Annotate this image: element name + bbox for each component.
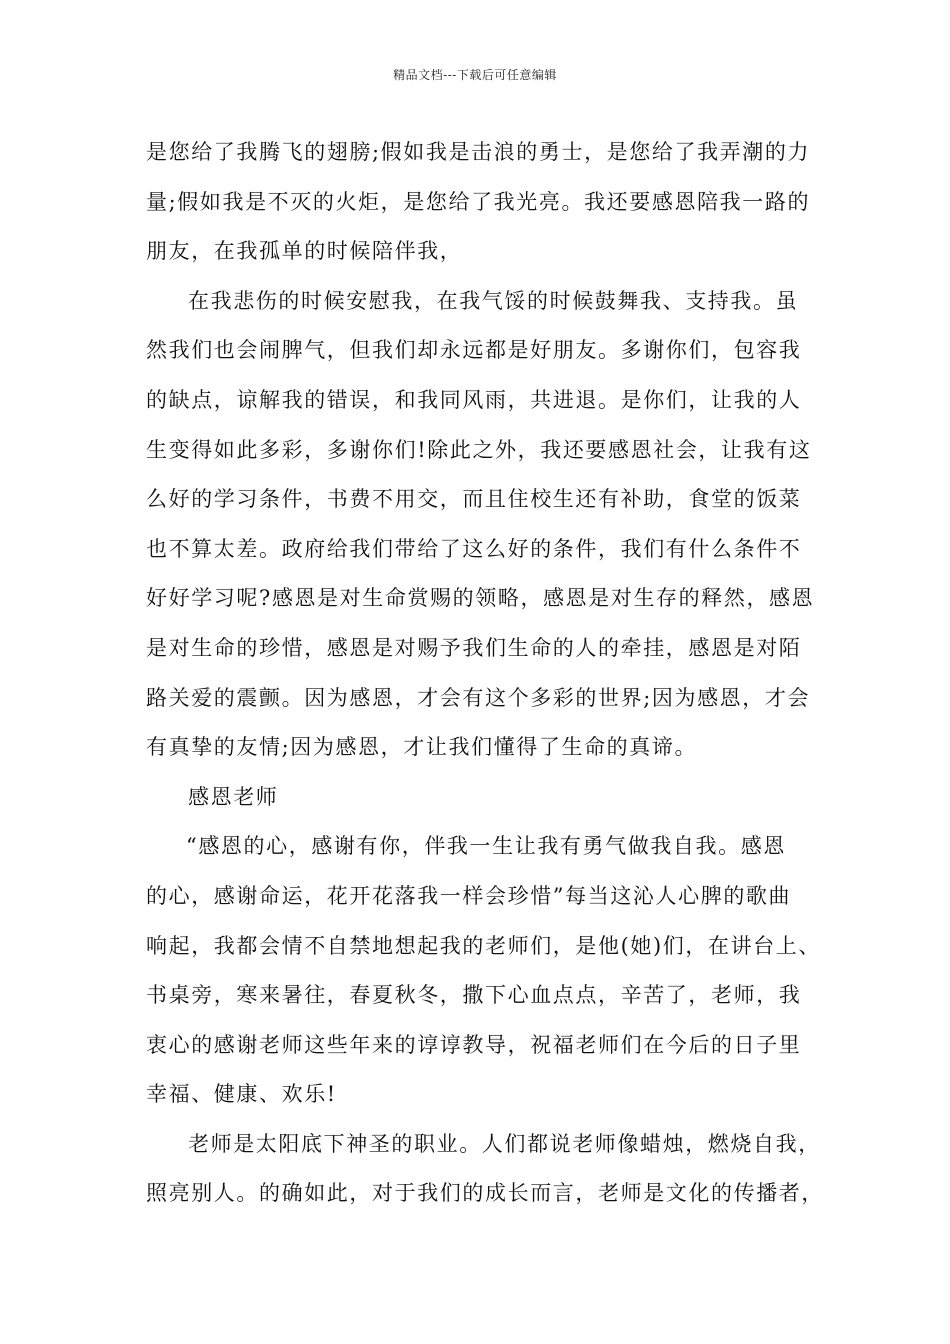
text-line: 的缺点，谅解我的错误，和我同风雨，共进退。是你们，让我的人	[146, 387, 802, 412]
document-body	[146, 128, 836, 1219]
text-line: 是您给了我腾飞的翅膀;假如我是击浪的勇士，是您给了我弄潮的力	[146, 140, 811, 164]
text-line: 有真挚的友情;因为感恩，才让我们懂得了生命的真谛。	[146, 735, 698, 760]
text-line: 量;假如我是不灭的火炬，是您给了我光亮。我还要感恩陪我一路的	[146, 189, 811, 214]
text-line: 响起，我都会情不自禁地想起我的老师们，是他(她)们，在讲台上、	[146, 933, 821, 958]
text-line: 照亮别人。的确如此，对于我们的成长而言，老师是文化的传播者，	[146, 1181, 824, 1206]
text-line: 好好学习呢?感恩是对生命赏赐的领略，感恩是对生存的释然，感恩	[146, 586, 815, 611]
text-line: 朋友，在我孤单的时候陪伴我，	[146, 239, 463, 264]
text-line: 幸福、健康、欢乐!	[146, 1082, 337, 1107]
paragraph-start-line: 老师是太阳底下神圣的职业。人们都说老师像蜡烛，燃烧自我，	[188, 1131, 821, 1156]
paragraph-start-line: 在我悲伤的时候安慰我，在我气馁的时候鼓舞我、支持我。虽	[188, 288, 799, 313]
text-line: 也不算太差。政府给我们带给了这么好的条件，我们有什么条件不	[146, 536, 802, 561]
text-line: 书桌旁，寒来暑往，春夏秋冬，撒下心血点点，辛苦了，老师，我	[146, 983, 802, 1008]
text-line: 衷心的感谢老师这些年来的谆谆教导，祝福老师们在今后的日子里	[146, 1032, 802, 1057]
text-line: 的心，感谢命运，花开花落我一样会珍惜”每当这沁人心脾的歌曲	[146, 883, 792, 908]
text-line: 是对生命的珍惜，感恩是对赐予我们生命的人的牵挂，感恩是对陌	[146, 635, 802, 660]
paragraph-start-line: “感恩的心，感谢有你，伴我一生让我有勇气做我自我。感恩	[186, 834, 786, 859]
page-header: 精品文档---下载后可任意编辑	[393, 68, 557, 82]
section-heading: 感恩老师	[188, 784, 279, 809]
text-line: 路关爱的震颤。因为感恩，才会有这个多彩的世界;因为感恩，才会	[146, 685, 811, 710]
text-line: 生变得如此多彩，多谢你们!除此之外，我还要感恩社会，让我有这	[146, 437, 812, 462]
text-line: 然我们也会闹脾气，但我们却永远都是好朋友。多谢你们，包容我	[146, 338, 802, 363]
text-line: 么好的学习条件，书费不用交，而且住校生还有补助，食堂的饭菜	[146, 487, 802, 512]
